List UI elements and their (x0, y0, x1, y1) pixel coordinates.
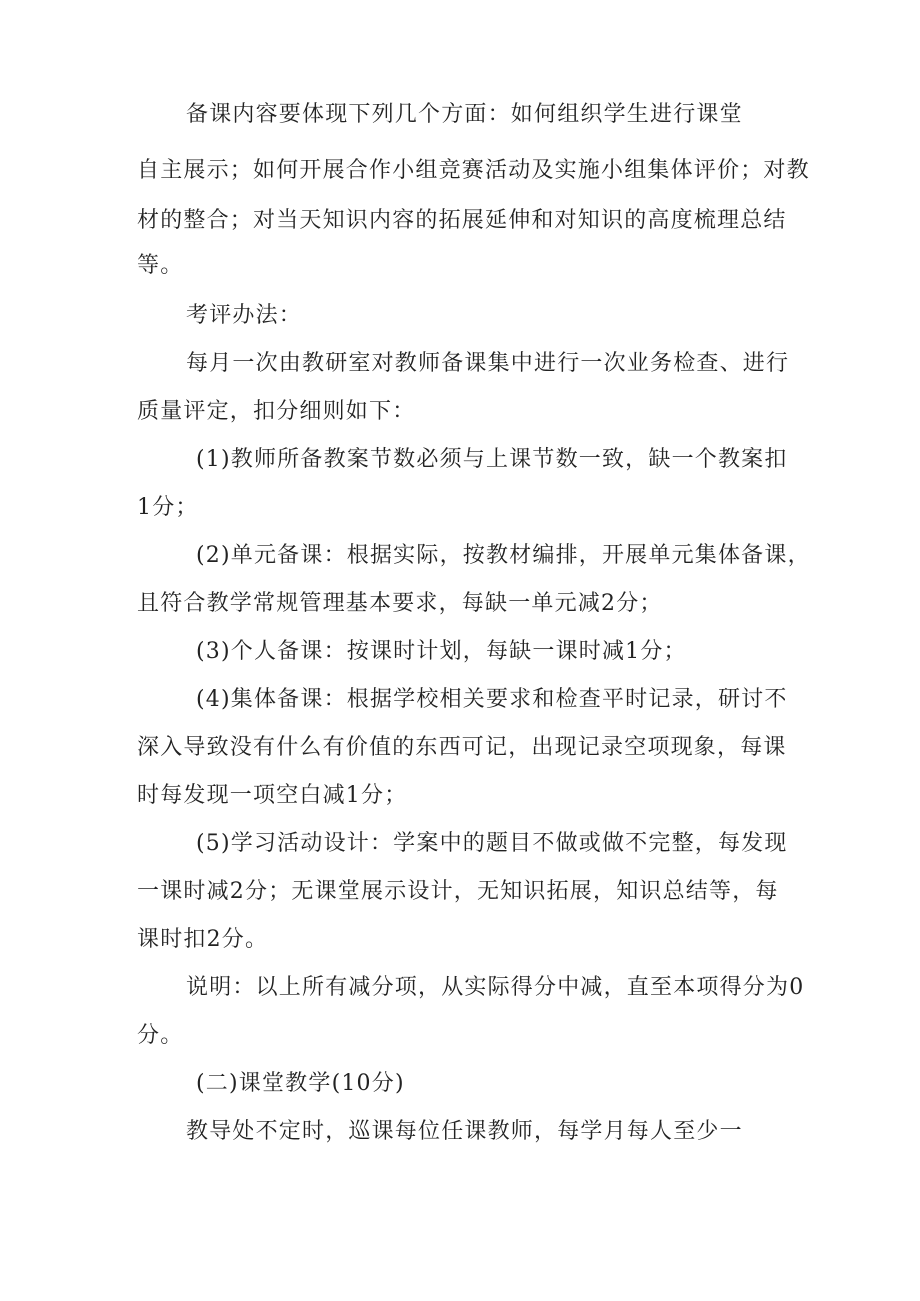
paragraph-line: 时每发现一项空白减1分； (137, 783, 408, 808)
paragraph-line: 一课时减2分；无课堂展示设计，无知识拓展，知识总结等，每 (137, 879, 779, 904)
list-item: (5)学习活动设计：学案中的题目不做或做不完整，每发现 (196, 831, 788, 856)
paragraph-line: 材的整合；对当天知识内容的拓展延伸和对知识的高度梳理总结 (137, 208, 787, 233)
paragraph-line: 分。 (137, 1023, 184, 1048)
section-heading: 考评办法： (186, 303, 303, 328)
list-item: (1)教师所备教案节数必须与上课节数一致，缺一个教案扣 (196, 447, 788, 472)
note-line: 说明：以上所有减分项，从实际得分中减，直至本项得分为0 (186, 975, 805, 1000)
paragraph-line: 备课内容要体现下列几个方面：如何组织学生进行课堂 (186, 102, 743, 127)
paragraph-line: 课时扣2分。 (137, 927, 269, 952)
paragraph-line: 且符合教学常规管理基本要求，每缺一单元减2分； (137, 591, 663, 616)
paragraph-line: 教导处不定时，巡课每位任课教师，每学月每人至少一 (186, 1119, 743, 1144)
list-item: (3)个人备课：按课时计划，每缺一课时减1分； (196, 639, 687, 664)
paragraph-line: 等。 (137, 253, 184, 278)
paragraph-line: 每月一次由教研室对教师备课集中进行一次业务检查、进行 (186, 351, 790, 376)
section-heading: (二)课堂教学(10分) (196, 1071, 405, 1096)
paragraph-line: 深入导致没有什么有价值的东西可记，出现记录空项现象，每课 (137, 735, 787, 760)
list-item: (4)集体备课：根据学校相关要求和检查平时记录，研讨不 (196, 687, 788, 712)
paragraph-line: 1分； (137, 495, 199, 520)
list-item: (2)单元备课：根据实际，按教材编排，开展单元集体备课， (196, 543, 811, 568)
paragraph-line: 自主展示；如何开展合作小组竞赛活动及实施小组集体评价；对教 (137, 158, 810, 183)
paragraph-line: 质量评定，扣分细则如下： (137, 399, 416, 424)
